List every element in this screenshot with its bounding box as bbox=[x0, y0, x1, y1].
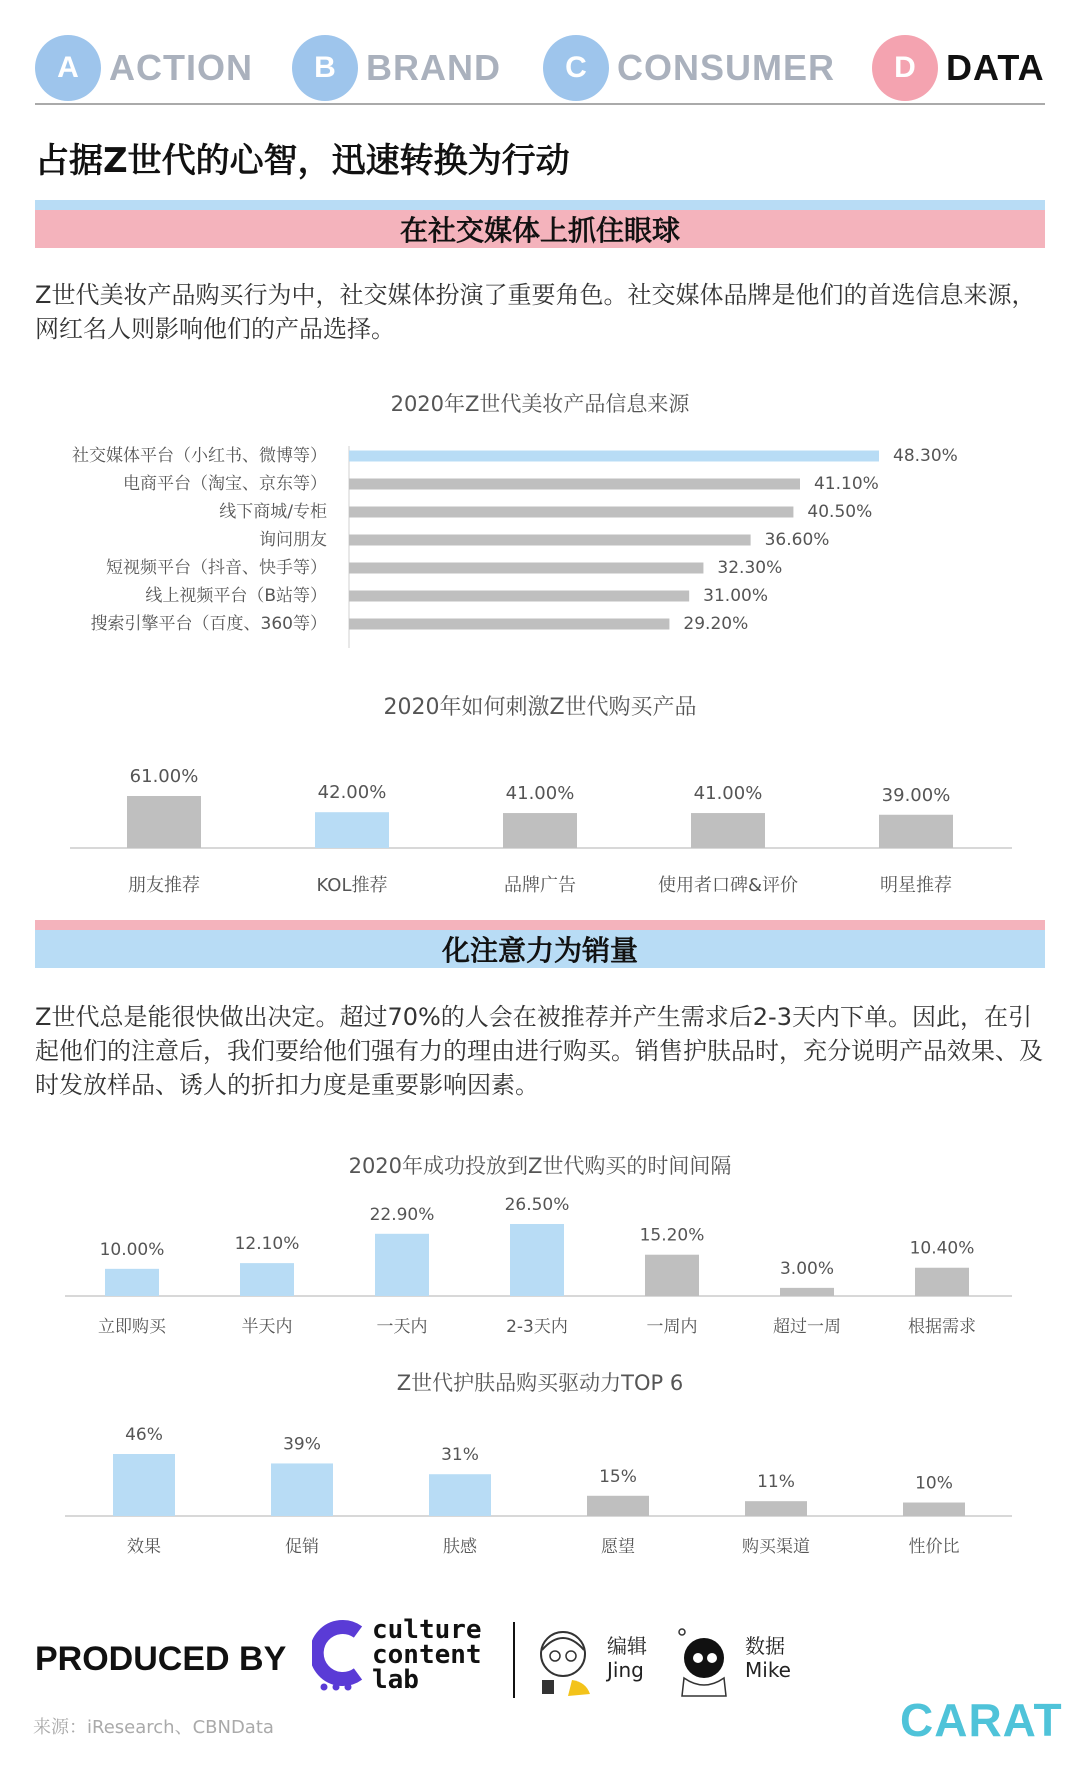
nav-brand-label: BRAND bbox=[366, 47, 501, 88]
chart4-category-label: 肤感 bbox=[443, 1537, 477, 1557]
chart2-value-label: 41.00% bbox=[693, 783, 763, 805]
chart2-title: 2020年如何刺激Z世代购买产品 bbox=[383, 695, 697, 720]
chart1-bar bbox=[349, 563, 703, 574]
chart3-category-label: 立即购买 bbox=[98, 1317, 166, 1337]
chart1-bar bbox=[349, 507, 793, 518]
chart4-bar bbox=[903, 1503, 965, 1516]
chart3-category-label: 一天内 bbox=[376, 1317, 428, 1337]
chart1-bar bbox=[349, 619, 669, 630]
chart1-value-label: 32.30% bbox=[717, 558, 783, 578]
section1-banner bbox=[35, 200, 1045, 248]
produced-by-label: PRODUCED BY bbox=[35, 1640, 287, 1678]
chart3-value-label: 26.50% bbox=[504, 1195, 570, 1215]
chart2-bar bbox=[0, 745, 1080, 905]
chart1-category-label: 线上视频平台（B站等） bbox=[145, 586, 327, 606]
chart4-value-label: 39% bbox=[283, 1434, 321, 1455]
data-avatar-icon bbox=[668, 1620, 740, 1702]
chart3-value-label: 22.90% bbox=[369, 1204, 435, 1225]
chart3-value-label: 10.00% bbox=[99, 1239, 165, 1260]
chart4-bar bbox=[0, 1410, 1080, 1560]
chart2-bar bbox=[315, 812, 389, 848]
editor-label: 编辑 bbox=[607, 1634, 647, 1658]
chart4-bar bbox=[587, 1496, 649, 1516]
nav-consumer[interactable] bbox=[543, 32, 835, 104]
chart2-value-label: 41.00% bbox=[505, 783, 575, 805]
nav-consumer-badge: C bbox=[543, 35, 609, 101]
chart3-title: 2020年成功投放到Z世代购买的时间间隔 bbox=[348, 1154, 732, 1178]
chart4-category-label: 购买渠道 bbox=[742, 1537, 810, 1557]
chart4-bar bbox=[271, 1463, 333, 1516]
chart4-value-label: 11% bbox=[757, 1472, 795, 1493]
nav-consumer-label: CONSUMER bbox=[617, 47, 836, 88]
chart1-horizontal-bar bbox=[0, 440, 1080, 650]
chart2-category-label: 品牌广告 bbox=[504, 875, 576, 896]
chart3-bar bbox=[645, 1255, 699, 1296]
chart2-bar bbox=[503, 813, 577, 848]
chart1-bar bbox=[349, 479, 800, 490]
chart3-bar bbox=[105, 1269, 159, 1296]
section2-banner bbox=[35, 920, 1045, 968]
culture-content-lab-wordmark bbox=[372, 1615, 482, 1695]
chart3-bar bbox=[0, 1190, 1080, 1350]
chart4-value-label: 15% bbox=[599, 1466, 637, 1487]
chart3-value-label: 12.10% bbox=[234, 1234, 300, 1255]
chart3-value-label: 3.00% bbox=[779, 1258, 835, 1279]
chart1-category-label: 电商平台（淘宝、京东等） bbox=[123, 474, 327, 494]
chart1-bar bbox=[349, 535, 751, 546]
chart1-value-label: 41.10% bbox=[813, 474, 879, 494]
nav-action-label: ACTION bbox=[109, 47, 253, 88]
chart1-value-label: 36.60% bbox=[764, 530, 830, 550]
chart3-bar bbox=[915, 1268, 969, 1296]
chart1-category-label: 社交媒体平台（小红书、微博等） bbox=[72, 446, 327, 466]
chart1-value-label: 48.30% bbox=[893, 446, 958, 466]
chart2-bar bbox=[691, 813, 765, 848]
footer-divider bbox=[513, 1622, 515, 1698]
section2-paragraph: Z世代总是能很快做出决定。超过70%的人会在被推荐并产生需求后2-3天内下单。因此，在引起他们的注意后，我们要给他们强有力的理由进行购买。销售护肤品时，充分说明产品效果、及时发放样品、诱人的折扣力度是重要影响因素。 bbox=[35, 1003, 1043, 1099]
lab-line-3: lab bbox=[372, 1665, 419, 1695]
chart1-category-label: 线下商城/专柜 bbox=[219, 502, 327, 522]
chart2-value-label: 42.00% bbox=[317, 782, 387, 804]
chart3-bar bbox=[510, 1224, 564, 1296]
chart4-category-label: 性价比 bbox=[908, 1537, 960, 1557]
chart2-category-label: 明星推荐 bbox=[880, 875, 952, 896]
lab-line-2: content bbox=[372, 1640, 482, 1670]
data-label: 数据 bbox=[745, 1634, 785, 1658]
chart1-bar bbox=[349, 591, 689, 602]
section2-banner-title: 化注意力为销量 bbox=[35, 930, 1045, 968]
chart4-category-label: 促销 bbox=[285, 1537, 319, 1557]
chart3-category-label: 2-3天内 bbox=[506, 1317, 568, 1337]
section1-paragraph: Z世代美妆产品购买行为中，社交媒体扮演了重要角色。社交媒体品牌是他们的首选信息来源，网红名人则影响他们的产品选择。 bbox=[35, 281, 1036, 343]
nav-brand[interactable] bbox=[292, 32, 501, 104]
chart2-bar bbox=[879, 815, 953, 848]
chart4-bar bbox=[113, 1454, 175, 1516]
chart4-bar bbox=[429, 1474, 491, 1516]
carat-logo: CARAT bbox=[900, 1694, 1063, 1746]
nav-data-badge: D bbox=[872, 35, 938, 101]
section1-banner-title: 在社交媒体上抓住眼球 bbox=[35, 210, 1045, 248]
chart1-value-label: 31.00% bbox=[703, 586, 768, 606]
culture-content-lab-logo-icon bbox=[312, 1618, 372, 1692]
chart4-title: Z世代护肤品购买驱动力TOP 6 bbox=[396, 1371, 684, 1395]
chart1-title: 2020年Z世代美妆产品信息来源 bbox=[390, 392, 690, 416]
data-name: Mike bbox=[745, 1658, 791, 1682]
chart3-value-label: 10.40% bbox=[909, 1238, 975, 1259]
editor-avatar-icon bbox=[528, 1620, 598, 1700]
nav-action-badge: A bbox=[35, 35, 101, 101]
chart3-category-label: 半天内 bbox=[241, 1317, 293, 1337]
nav-brand-badge: B bbox=[292, 35, 358, 101]
chart1-category-label: 询问朋友 bbox=[259, 530, 327, 550]
editor-name: Jing bbox=[607, 1658, 644, 1682]
chart1-value-label: 29.20% bbox=[683, 614, 749, 634]
chart4-bar bbox=[745, 1501, 807, 1516]
chart3-bar bbox=[780, 1288, 834, 1296]
nav-data-label: DATA bbox=[946, 47, 1045, 88]
chart4-value-label: 46% bbox=[125, 1425, 163, 1445]
chart4-category-label: 效果 bbox=[127, 1537, 161, 1557]
chart2-category-label: KOL推荐 bbox=[316, 875, 388, 896]
nav-action[interactable] bbox=[35, 32, 253, 104]
chart3-value-label: 15.20% bbox=[639, 1225, 705, 1246]
chart3-category-label: 一周内 bbox=[646, 1317, 698, 1337]
chart2-category-label: 使用者口碑&评价 bbox=[657, 875, 799, 896]
chart4-value-label: 10% bbox=[915, 1473, 953, 1494]
page-title: 占据Z世代的心智，迅速转换为行动 bbox=[35, 141, 570, 181]
chart4-category-label: 愿望 bbox=[601, 1537, 635, 1557]
lab-line-1: culture bbox=[372, 1615, 482, 1645]
chart2-category-label: 朋友推荐 bbox=[128, 875, 200, 896]
chart2-bar bbox=[127, 796, 201, 848]
chart3-bar bbox=[240, 1263, 294, 1296]
chart3-category-label: 根据需求 bbox=[908, 1317, 976, 1337]
chart2-value-label: 39.00% bbox=[881, 784, 951, 806]
chart1-value-label: 40.50% bbox=[807, 502, 873, 522]
chart1-category-label: 搜索引擎平台（百度、360等） bbox=[90, 614, 327, 634]
chart2-value-label: 61.00% bbox=[129, 766, 199, 787]
nav-data[interactable] bbox=[872, 32, 1045, 104]
chart4-value-label: 31% bbox=[441, 1445, 479, 1466]
chart1-category-label: 短视频平台（抖音、快手等） bbox=[106, 558, 327, 578]
header-divider bbox=[35, 103, 1045, 105]
chart3-category-label: 超过一周 bbox=[773, 1317, 841, 1337]
chart3-bar bbox=[375, 1234, 429, 1296]
chart1-bar bbox=[349, 451, 879, 462]
source-note: 来源：iResearch、CBNData bbox=[33, 1717, 274, 1738]
